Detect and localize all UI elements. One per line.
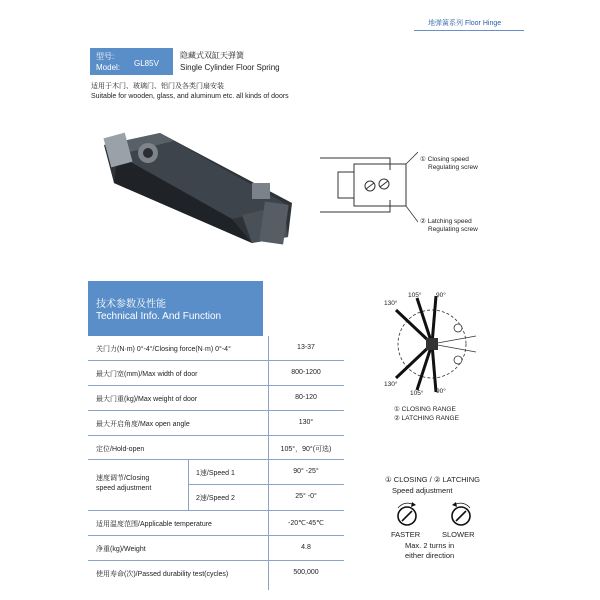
speed1-value: 90° -25° [293, 468, 319, 475]
speed2-value: 25° -0° [295, 493, 317, 500]
model-label-en: Model: [96, 63, 121, 72]
screw-diagram [318, 150, 418, 230]
angle-130-top: 130° [384, 300, 398, 307]
closing-speed-sub: Regulating screw [428, 164, 478, 171]
table-row [88, 511, 344, 536]
suitable-text [91, 82, 311, 102]
spec-label: 适用温度范围/Applicable temperature [96, 521, 212, 528]
spec-value: -20℃-45℃ [288, 520, 324, 527]
model-badge [90, 48, 173, 75]
model-code: GL85V [134, 59, 159, 68]
angle-90-bottom: 90° [436, 388, 446, 395]
spec-label: 净重(kg)/Weight [96, 546, 146, 553]
slower-label: SLOWER [442, 530, 475, 539]
faster-label: FASTER [391, 530, 421, 539]
slower-screw-icon [446, 502, 476, 528]
adjust-title: ① CLOSING / ② LATCHING [385, 475, 480, 484]
tech-info-header [88, 281, 263, 336]
closing-speed-title: ① Closing speed [420, 156, 469, 163]
speed1-label: 1速/Speed 1 [196, 470, 235, 477]
speed-adjust-label [96, 474, 151, 494]
table-row [88, 411, 344, 436]
angle-105-bottom: 105° [410, 390, 424, 397]
spec-value: 13-37 [297, 344, 315, 351]
latching-speed-label [420, 218, 478, 234]
latching-speed-sub: Regulating screw [428, 226, 478, 233]
closing-speed-label [420, 156, 478, 172]
spec-table [88, 336, 344, 590]
tech-title-cn: 技术参数及性能 [96, 299, 166, 310]
spec-value: 80-120 [295, 394, 317, 401]
latching-range-label: ② LATCHING RANGE [394, 415, 459, 422]
product-image [92, 125, 297, 250]
spec-label: 最大开启角度/Max open angle [96, 421, 190, 428]
table-row [88, 336, 344, 361]
table-row [88, 561, 344, 585]
product-title-en: Single Cylinder Floor Spring [180, 63, 280, 72]
spec-value: 4.8 [301, 544, 311, 551]
table-row [88, 386, 344, 411]
spec-label: 最大门重(kg)/Max weight of door [96, 396, 198, 403]
tech-title-en: Technical Info. And Function [96, 311, 222, 322]
spec-label: 最大门宽(mm)/Max width of door [96, 371, 198, 378]
spec-label: 定位/Hold-open [96, 446, 145, 453]
spec-value: 800-1200 [291, 369, 321, 376]
speed-adjust-label-2: speed adjustment [96, 485, 152, 492]
table-row [88, 361, 344, 386]
latching-speed-title: ② Latching speed [420, 218, 472, 225]
spec-value: 105°，90°(可选) [280, 446, 332, 453]
series-title: 地弹簧系列 Floor Hinge [428, 20, 502, 27]
turns-note-1: Max. 2 turns in [405, 541, 455, 550]
suitable-en: Suitable for wooden, glass, and aluminum etc. all kinds of doors [91, 93, 289, 100]
turns-note-2: either direction [405, 551, 455, 560]
closing-range-label: ① CLOSING RANGE [394, 406, 456, 413]
table-row [188, 485, 344, 510]
table-row [188, 460, 344, 485]
faster-screw-icon [392, 502, 422, 528]
speed-adjust-label-1: 速度调节/Closing [96, 475, 150, 482]
angle-105-top: 105° [408, 292, 422, 299]
angle-90-top: 90° [436, 292, 446, 299]
model-label-cn: 型号: [96, 52, 115, 61]
spec-label: 使用寿命(次)/Passed durability test(cycles) [96, 571, 229, 578]
spec-value: 500,000 [293, 569, 319, 576]
suitable-cn: 适用于木门、玻璃门、铝门及各类门扇安装 [91, 83, 224, 90]
header-divider [414, 30, 524, 31]
table-row [88, 536, 344, 561]
spec-value: 130° [298, 419, 314, 426]
table-row [88, 436, 344, 460]
spec-label: 关门力(N·m) 0°-4°/Closing force(N·m) 0°-4° [96, 346, 231, 353]
speed2-label: 2速/Speed 2 [196, 495, 235, 502]
adjust-subtitle: Speed adjustment [392, 486, 453, 495]
product-title-cn: 隐藏式双缸天弹簧 [180, 51, 244, 60]
angle-130-bottom: 130° [384, 381, 398, 388]
